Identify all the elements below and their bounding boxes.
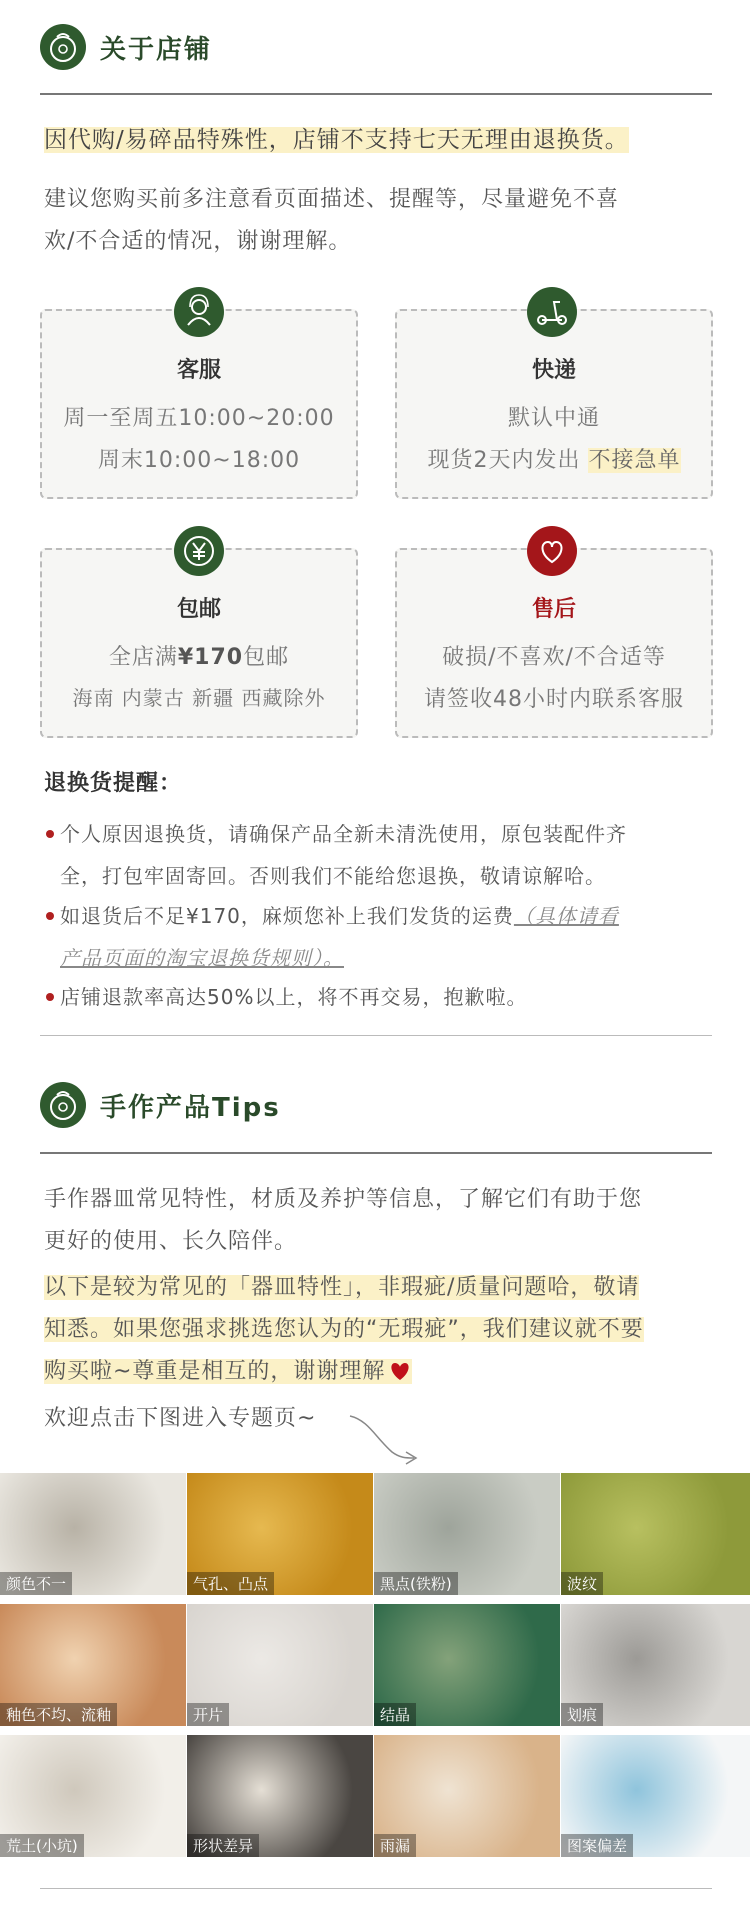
- tips-highlight-3: 购买啦~尊重是相互的，谢谢理解: [44, 1350, 714, 1394]
- service-line-2: 周末10:00~18:00: [97, 448, 301, 473]
- feature-tile-label: 开片: [187, 1703, 229, 1726]
- tips-highlight-1: 以下是较为常见的「器皿特性」，非瑕疵/质量问题哈，敬请: [44, 1275, 640, 1300]
- feature-tile-label: 划痕: [561, 1703, 603, 1726]
- yen-icon: [174, 526, 224, 576]
- feature-tile[interactable]: [561, 1604, 750, 1726]
- feature-tile-label: 釉色不均、流釉: [0, 1703, 117, 1726]
- return-rules-link[interactable]: 产品页面的淘宝退换货规则）。: [60, 946, 344, 970]
- feature-tile[interactable]: [561, 1473, 750, 1595]
- feature-tile-label: 气孔、凸点: [187, 1572, 274, 1595]
- feature-tile-label: 图案偏差: [561, 1834, 633, 1857]
- express-title: 快递: [531, 358, 576, 383]
- shop-logo-icon: [40, 24, 86, 70]
- heart-icon: [388, 1361, 412, 1381]
- feature-tile-label: 形状差异: [187, 1834, 259, 1857]
- bullet: [46, 830, 54, 838]
- feature-tile[interactable]: [187, 1735, 373, 1857]
- returns-bullet-3: 店铺退款率高达50%以上，将不再交易，抱歉啦。: [60, 985, 528, 1009]
- arrow-icon: [348, 1408, 428, 1468]
- aftersale-title: 售后: [531, 597, 576, 622]
- bullet: [46, 912, 54, 920]
- returns-bullet-1-line-1: 个人原因退换货，请确保产品全新未清洗使用，原包装配件齐: [60, 822, 627, 846]
- section-title: 关于店铺: [100, 34, 213, 65]
- express-line-2: 现货2天内发出 不接急单: [427, 448, 681, 473]
- notice-line-1: 建议您购买前多注意看页面描述、提醒等，尽量避免不喜: [44, 187, 620, 212]
- scooter-icon: [527, 287, 577, 337]
- bullet: [46, 993, 54, 1001]
- feature-tile[interactable]: [187, 1473, 373, 1595]
- returns-heading: 退换货提醒：: [44, 771, 183, 796]
- shipping-line-2: 海南 内蒙古 新疆 西藏除外: [72, 686, 326, 710]
- feature-tile[interactable]: [374, 1735, 560, 1857]
- heart-icon: [527, 526, 577, 576]
- feature-tile[interactable]: [374, 1473, 560, 1595]
- feature-tile-label: 波纹: [561, 1572, 603, 1595]
- returns-bullet-2-line-1: 如退货后不足¥170，麻烦您补上我们发货的运费（具体请看: [60, 904, 619, 928]
- section-header-about: [40, 24, 212, 70]
- shipping-title: 包邮: [176, 597, 221, 622]
- feature-tile-label: 黑点(铁粉): [374, 1572, 458, 1595]
- returns-bullet-2-line-2: [60, 937, 716, 979]
- notice-highlight: 因代购/易碎品特殊性，店铺不支持七天无理由退换货。: [44, 127, 629, 153]
- feature-tile[interactable]: [0, 1604, 186, 1726]
- divider: [40, 1035, 712, 1036]
- tips-highlight-2: 知悉。如果您强求挑选您认为的“无瑕疵”，我们建议就不要: [44, 1317, 644, 1342]
- section-header-tips: [40, 1082, 281, 1128]
- feature-tile[interactable]: [0, 1473, 186, 1595]
- feature-tile[interactable]: [374, 1604, 560, 1726]
- shipping-line-1: 全店满¥170包邮: [108, 645, 290, 670]
- divider: [40, 1888, 712, 1889]
- service-line-1: 周一至周五10:00~20:00: [63, 406, 335, 431]
- divider: [40, 1152, 712, 1154]
- aftersale-line-1: 破损/不喜欢/不合适等: [442, 645, 666, 670]
- feature-tile-label: 雨漏: [374, 1834, 416, 1857]
- customer-service-icon: [174, 287, 224, 337]
- service-title: 客服: [176, 358, 221, 383]
- express-line-1: 默认中通: [507, 406, 600, 431]
- divider: [40, 93, 712, 95]
- notice-line-2: 欢/不合适的情况，谢谢理解。: [44, 229, 352, 254]
- returns-bullet-1-line-2: 全，打包牢固寄回。否则我们不能给您退换，敬请谅解哈。: [60, 864, 606, 888]
- return-rules-link[interactable]: （具体请看: [513, 904, 619, 928]
- tips-line-2: 更好的使用、长久陪伴。: [44, 1229, 298, 1254]
- section-title: 手作产品Tips: [100, 1092, 281, 1123]
- feature-tile-label: 结晶: [374, 1703, 416, 1726]
- feature-tile[interactable]: [0, 1735, 186, 1857]
- feature-tile-label: 荒土(小坑): [0, 1834, 84, 1857]
- aftersale-line-2: 请签收48小时内联系客服: [424, 687, 684, 712]
- shop-logo-icon: [40, 1082, 86, 1128]
- feature-tile-label: 颜色不一: [0, 1572, 72, 1595]
- tips-cta: 欢迎点击下图进入专题页~: [44, 1406, 317, 1431]
- tips-line-1: 手作器皿常见特性，材质及养护等信息，了解它们有助于您: [44, 1187, 643, 1212]
- feature-tile[interactable]: [561, 1735, 750, 1857]
- feature-tile[interactable]: [187, 1604, 373, 1726]
